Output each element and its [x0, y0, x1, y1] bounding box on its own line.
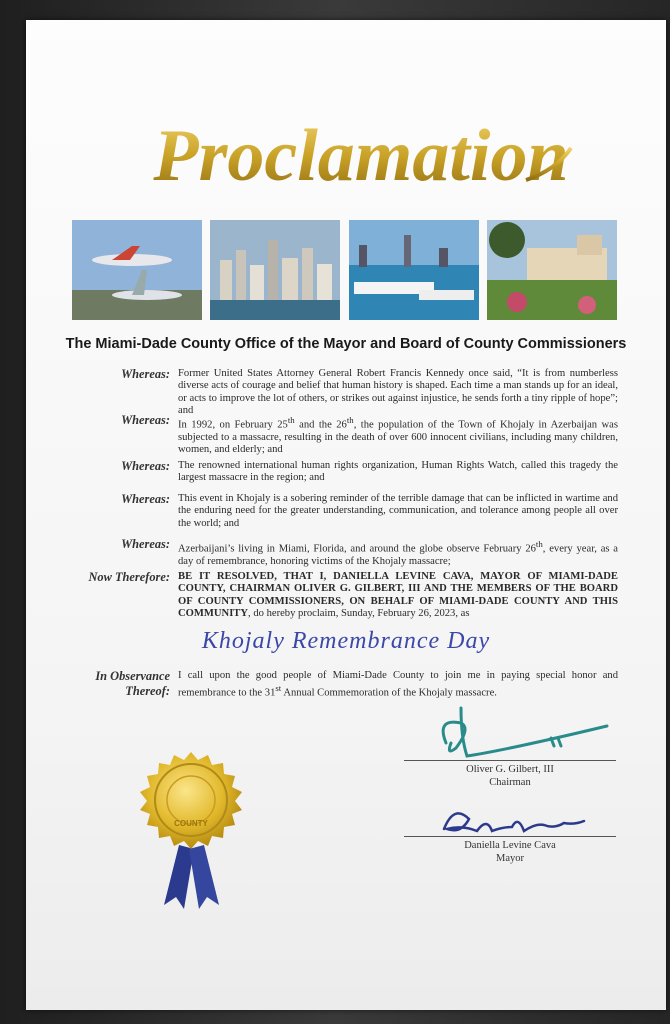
clause-text: I call upon the good people of Miami-Dade County to join me in paying special honor and remembrance to the 31st Annual Commemoration of the Khojaly massacre. — [178, 670, 618, 699]
photo-strip — [72, 220, 617, 320]
chairman-signature — [426, 698, 616, 768]
clause-text: Former United States Attorney General Robert Francis Kennedy once said, “It is from numberless diverse acts of courage and belief that human history is shaped. Each time a man stands up for an ideal, or acts to improve the lot of others, or strikes out against injustice, he sends forth a tiny ripple of hope”; and — [178, 368, 618, 416]
remembrance-day-name: Khojaly Remembrance Day — [201, 628, 491, 654]
mayor-name-block — [404, 839, 616, 865]
chairman-signature-line — [404, 760, 616, 761]
proclamation-paper — [26, 20, 666, 1010]
clause-text: Azerbaijani’s living in Miami, Florida, and around the globe observe February 26th, every year, as a day of remembrance, honoring victims of the Khojaly massacre; — [178, 539, 618, 567]
clause-label: Whereas: — [121, 537, 170, 551]
seal-ribbon-right — [189, 845, 219, 909]
mayor-title: Mayor — [496, 853, 524, 864]
clause-text: BE IT RESOLVED, THAT I, DANIELLA LEVINE CAVA, MAYOR OF MIAMI-DADE COUNTY, CHAIRMAN OLIVER G. GILBERT, III AND THE MEMBERS OF THE BOARD OF COUNTY COMMISSIONERS, ON BEHALF OF MIAMI-DADE COUNTY AND THIS COMMUNITY, do hereby proclaim, Sunday, February 26, 2023, as — [178, 571, 618, 619]
clause-text: In 1992, on February 25th and the 26th, the population of the Town of Khojaly in Azerbaijan was subjected to a massacre, resulting in the death of over 600 innocent civilians, including many children, women, and elderly; and — [178, 415, 618, 456]
office-title: The Miami-Dade County Office of the Mayor and Board of County Commissioners — [65, 336, 627, 352]
seal-text: COUNTY — [174, 819, 208, 828]
chairman-name-block — [404, 763, 616, 789]
villa-garden-photo — [487, 220, 617, 320]
resolution-text: BE IT RESOLVED, THAT I, DANIELLA LEVINE CAVA, MAYOR OF MIAMI-DADE COUNTY, CHAIRMAN OLIVER G. GILBERT, III AND THE MEMBERS OF THE BOARD OF COUNTY COMMISSIONERS, ON BEHALF OF MIAMI-DADE COUNTY AND THIS COMMUNITY — [178, 571, 618, 619]
clause-label: Whereas: — [121, 367, 170, 381]
mayor-name: Daniella Levine Cava — [464, 840, 556, 851]
clause-label: Whereas: — [121, 413, 170, 427]
heading-text: Proclamation — [153, 115, 569, 197]
cruise-port-photo — [349, 220, 479, 320]
clause-text: The renowned international human rights organization, Human Rights Watch, called this tragedy the largest massacre in the region; and — [178, 460, 618, 484]
proclamation-heading — [131, 88, 591, 228]
clause-label: Whereas: — [121, 459, 170, 473]
mayor-signature-line — [404, 836, 616, 837]
chairman-name: Oliver G. Gilbert, III — [466, 764, 554, 775]
clause-label: Whereas: — [121, 492, 170, 506]
clause-text: This event in Khojaly is a sobering reminder of the terrible damage that can be inflicted in wartime and the enduring need for the greater understanding, communication, and tolerance among people all over the world; and — [178, 493, 618, 529]
chairman-title: Chairman — [489, 777, 531, 788]
skyline-photo — [210, 220, 340, 320]
clause-label: Now Therefore: — [88, 570, 170, 584]
airport-photo — [72, 220, 202, 320]
clause-label: In Observance Thereof: — [95, 669, 170, 698]
mayor-signature — [436, 804, 616, 840]
seal-ribbon-left — [164, 845, 194, 909]
county-seal — [134, 750, 249, 920]
